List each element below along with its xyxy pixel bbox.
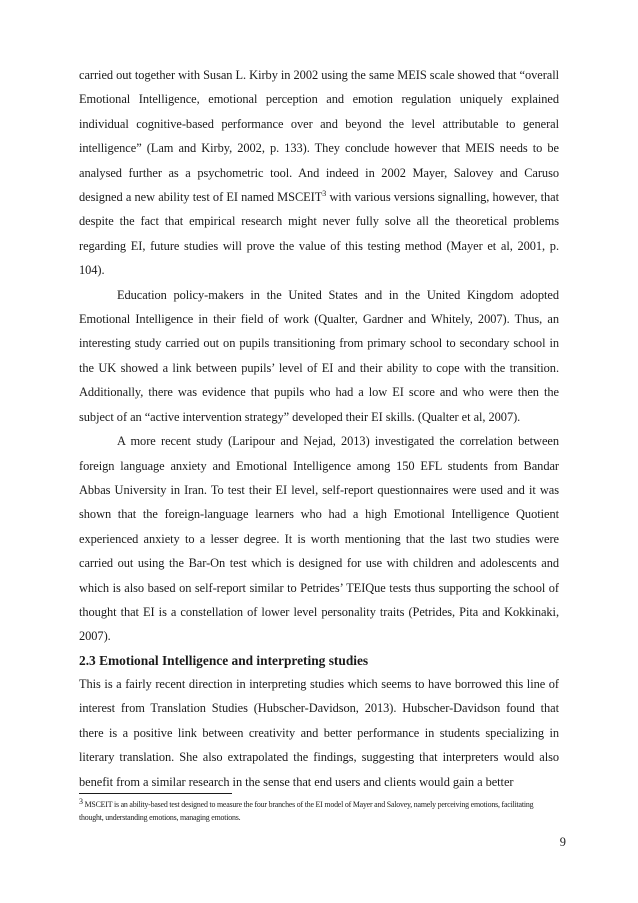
footnote-separator — [79, 793, 232, 794]
paragraph-education-policy: Education policy-makers in the United States and in the United Kingdom adopted Emotional Intelligence in their field of work (Qualter, Gardner and Whitely, 2007). Thus, an interesting study carried out on pupils transitioning from primary school to secondary school in the UK showed a link between pupils’ level of EI and their ability to cope with the transition. Additionally, there was evidence that pupils who had a low EI score and who were then the subject of an “active intervention strategy” developed their EI skills. (Qualter et al, 2007). — [79, 287, 559, 424]
footnote-marker: 3 — [79, 797, 83, 806]
paragraph-recent-study: A more recent study (Laripour and Nejad, 2013) investigated the correlation between foreign language anxiety and Emotional Intelligence among 150 EFL students from Bandar Abbas University in Iran. To test their EI level, self-report questionnaires were used and it was shown that the foreign-language learners who had a high Emotional Intelligence Quotient experienced anxiety to a lesser degree. It is worth mentioning that the last two studies were carried out using the Bar-On test which is designed for use with children and adolescents and which is also based on self-report similar to Petrides’ TEIQue tests thus supporting the school of thought that EI is a constellation of lower level personality traits (Petrides, Pita and Kokkinaki, 2007). — [79, 434, 559, 644]
footnote-text: MSCEIT is an ability-based test designed to measure the four branches of the EI model of Mayer and Salovey, namely perceiving emotions, facilitating thought, understanding emotions, managing emotions. — [79, 800, 534, 822]
paragraph-interpreting-studies: This is a fairly recent direction in interpreting studies which seems to have borrowed this line of interest from Translation Studies (Hubscher-Davidson, 2013). Hubscher-Davidson found that there is a positive link between creativity and better performance in students specializing in literary translation. She also extrapolated the findings, suggesting that interpreters would also benefit from a similar research in the sense that end users and clients would gain a better — [79, 677, 559, 789]
paragraph-text: carried out together with Susan L. Kirby in 2002 using the same MEIS scale showed that “overall Emotional Intelligence, emotional perception and emotion regulation uniquely explained individual cognitive-based performance over and beyond the level attributable to general intelligence” (Lam and Kirby, 2002, p. 133). They conclude however that MEIS needs to be analysed further as a psychometric tool. And indeed in 2002 Mayer, Salovey and Caruso designed a new ability test of EI named MSCEIT — [79, 68, 559, 205]
footnote — [79, 798, 559, 824]
paragraph-mscei-continuation — [79, 63, 559, 283]
page-number: 9 — [559, 835, 566, 849]
footnote-reference[interactable]: 3 — [322, 189, 327, 199]
paragraph-text: with various versions signalling, however, that despite the fact that empirical research might never fully solve all the theoretical problems regarding EI, future studies will prove the value of this testing method (Mayer et al, 2001, p. 104). — [79, 190, 559, 278]
section-heading: 2.3 Emotional Intelligence and interpreting studies — [79, 653, 369, 668]
body-text-lower — [79, 672, 559, 794]
body-text-upper — [79, 63, 559, 649]
